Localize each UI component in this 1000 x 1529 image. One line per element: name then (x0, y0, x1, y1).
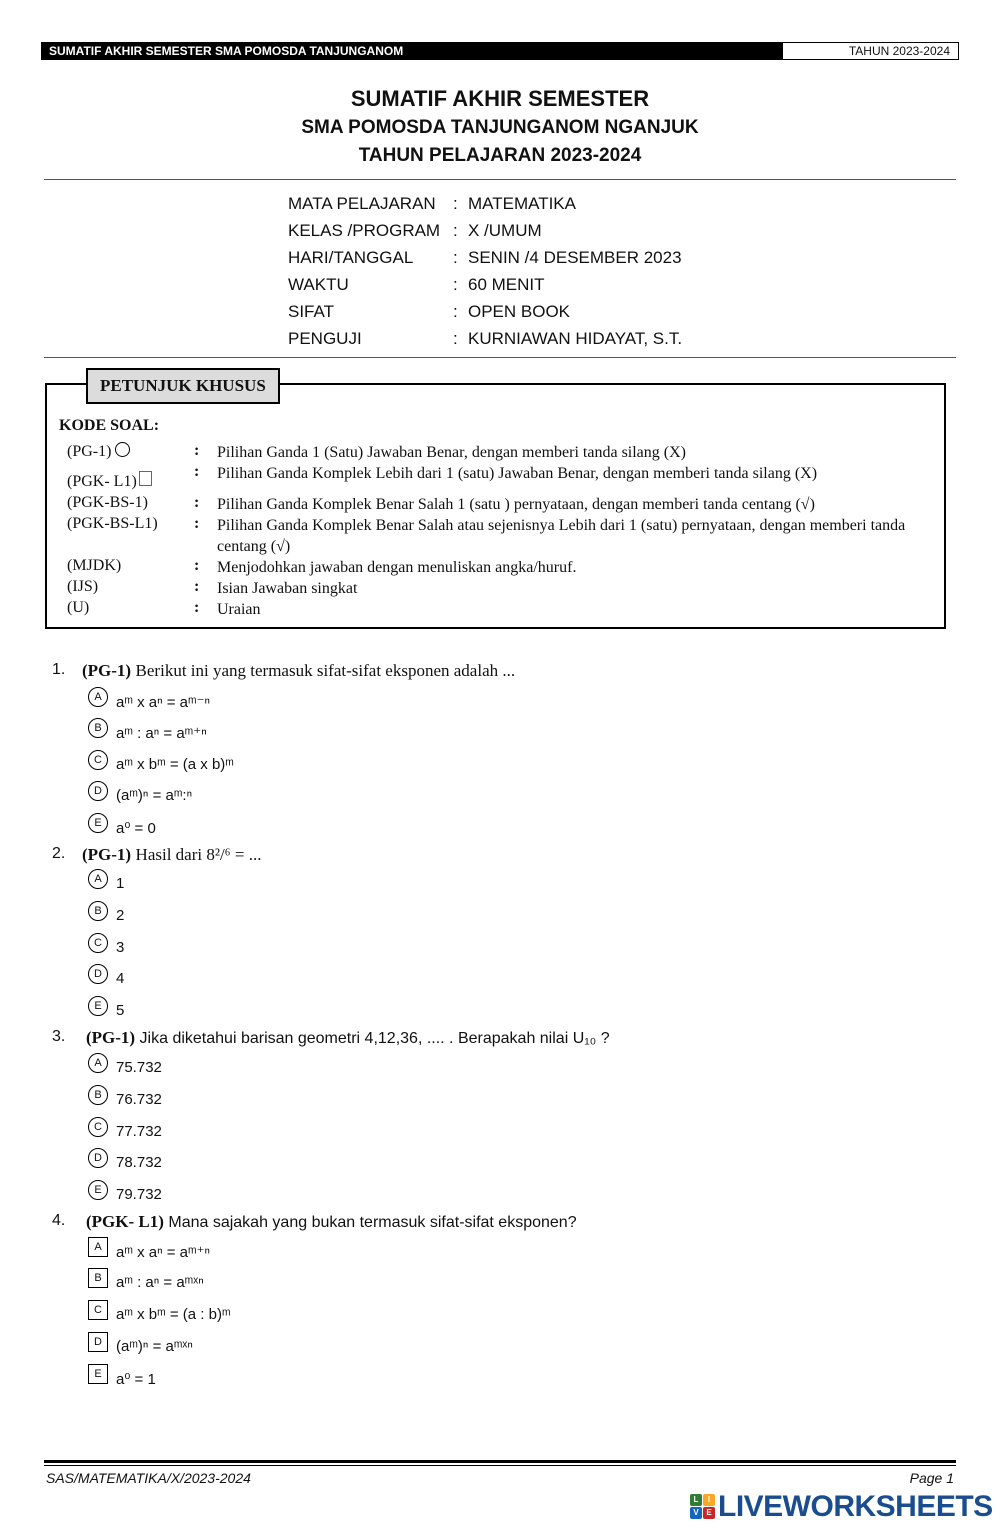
kode-soal-title: KODE SOAL: (59, 417, 160, 434)
kode-desc: Pilihan Ganda Komplek Lebih dari 1 (satu) Jawaban Benar, dengan memberi tanda silang (X) (217, 465, 818, 482)
info-value: SENIN /4 DESEMBER 2023 (468, 248, 682, 267)
info-label: MATA PELAJARAN (288, 194, 436, 213)
info-value: MATEMATIKA (468, 194, 576, 213)
kode-desc: Pilihan Ganda Komplek Benar Salah 1 (satu ) pernyataan, dengan memberi tanda centang (√) (217, 496, 815, 513)
question-number: 2. (52, 845, 66, 862)
option-marker[interactable]: D (88, 1148, 108, 1168)
question-text: (PG-1) Berikut ini yang termasuk sifat-sifat eksponen adalah ... (82, 661, 516, 680)
info-colon: : (453, 248, 458, 267)
option-text: 75.732 (116, 1059, 162, 1076)
option-marker[interactable]: C (88, 1117, 108, 1137)
option-marker[interactable]: B (88, 718, 108, 738)
kode-code: (PGK- L1) (67, 471, 152, 491)
info-colon: : (453, 194, 458, 213)
kode-desc: Uraian (217, 601, 261, 618)
option-marker[interactable]: A (88, 687, 108, 707)
question-number: 4. (52, 1212, 66, 1229)
document-header (41, 42, 959, 60)
kode-desc: Pilihan Ganda Komplek Benar Salah atau sejenisnya Lebih dari 1 (satu) pernyataan, dengan memberi tanda centang (√) (217, 517, 906, 555)
option-marker[interactable]: B (88, 901, 108, 921)
kode-colon: : (194, 494, 200, 511)
option-marker[interactable]: A (88, 1053, 108, 1073)
footer-rule (44, 1460, 956, 1463)
option-text: 76.732 (116, 1091, 162, 1108)
question-text: (PG-1) Hasil dari 8²/⁶ = ... (82, 845, 262, 864)
header-school-title: SUMATIF AKHIR SEMESTER SMA POMOSDA TANJUNGANOM (41, 42, 782, 60)
option-checkbox[interactable]: E (88, 1364, 108, 1384)
option-text: (aᵐ)ⁿ = aᵐ:ⁿ (116, 787, 193, 804)
question-number: 3. (52, 1028, 66, 1045)
info-colon: : (453, 221, 458, 240)
info-colon: : (453, 275, 458, 294)
kode-code: (MJDK) (67, 557, 122, 574)
info-row-examiner (288, 325, 888, 352)
info-row-nature (288, 298, 888, 325)
kode-colon: : (194, 557, 200, 574)
kode-desc: Pilihan Ganda 1 (Satu) Jawaban Benar, dengan memberi tanda silang (X) (217, 444, 686, 461)
kode-desc: Isian Jawaban singkat (217, 580, 358, 597)
footer-doc-code: SAS/MATEMATIKA/X/2023-2024 (46, 1470, 251, 1486)
info-label: KELAS /PROGRAM (288, 221, 441, 240)
kode-colon: : (194, 442, 200, 459)
kode-desc: Menjodohkan jawaban dengan menuliskan angka/huruf. (217, 559, 577, 576)
info-colon: : (453, 302, 458, 321)
kode-colon: : (194, 463, 200, 480)
circle-icon (115, 442, 130, 457)
option-checkbox[interactable]: B (88, 1268, 108, 1288)
option-text: aᵐ x aⁿ = aᵐ⁻ⁿ (116, 694, 210, 711)
kode-code: (PGK-BS-1) (67, 494, 148, 511)
kode-code: (PG-1) (67, 442, 130, 461)
page-number: Page 1 (909, 1470, 954, 1486)
info-value: 60 MENIT (468, 275, 545, 294)
kode-colon: : (194, 515, 200, 532)
option-marker[interactable]: D (88, 964, 108, 984)
info-label: HARI/TANGGAL (288, 248, 414, 267)
option-checkbox[interactable]: D (88, 1332, 108, 1352)
kode-colon: : (194, 578, 200, 595)
exam-info (288, 190, 888, 352)
info-label: SIFAT (288, 302, 334, 321)
option-text: 77.732 (116, 1123, 162, 1140)
option-text: 5 (116, 1002, 125, 1019)
kode-code: (PGK-BS-L1) (67, 515, 158, 532)
divider (44, 179, 956, 180)
option-text: aᵐ x bᵐ = (a : b)ᵐ (116, 1306, 231, 1323)
option-text: aᵐ : aⁿ = aᵐˣⁿ (116, 1274, 204, 1291)
option-text: 78.732 (116, 1154, 162, 1171)
question-number: 1. (52, 661, 66, 678)
info-row-class (288, 217, 888, 244)
instructions-title: PETUNJUK KHUSUS (86, 368, 280, 404)
kode-code: (IJS) (67, 578, 99, 595)
academic-year: TAHUN PELAJARAN 2023-2024 (358, 145, 642, 166)
page-title: SUMATIF AKHIR SEMESTER (350, 86, 650, 111)
info-label: WAKTU (288, 275, 349, 294)
kode-colon: : (194, 599, 200, 616)
info-value: X /UMUM (468, 221, 542, 240)
brand-name: LIVEWORKSHEETS (718, 1490, 993, 1523)
option-checkbox[interactable]: A (88, 1237, 108, 1257)
option-marker[interactable]: C (88, 750, 108, 770)
info-colon: : (453, 329, 458, 348)
question-text: (PG-1) Jika diketahui barisan geometri 4,12,36, .... . Berapakah nilai U₁₀ ? (86, 1028, 610, 1047)
option-marker[interactable]: C (88, 933, 108, 953)
option-text: a⁰ = 0 (116, 820, 156, 837)
info-row-date (288, 244, 888, 271)
option-marker[interactable]: E (88, 1180, 108, 1200)
school-name: SMA POMOSDA TANJUNGANOM NGANJUK (301, 117, 699, 138)
option-text: a⁰ = 1 (116, 1371, 156, 1388)
option-text: aᵐ x aⁿ = aᵐ⁺ⁿ (116, 1244, 210, 1261)
liveworksheets-brand[interactable] (690, 1490, 993, 1524)
info-row-time (288, 271, 888, 298)
option-text: 4 (116, 970, 125, 987)
option-text: (aᵐ)ⁿ = aᵐˣⁿ (116, 1338, 193, 1355)
question-text: (PGK- L1) Mana sajakah yang bukan termasuk sifat-sifat eksponen? (86, 1212, 577, 1231)
option-marker[interactable]: A (88, 869, 108, 889)
divider (44, 357, 956, 358)
info-value: KURNIAWAN HIDAYAT, S.T. (468, 329, 683, 348)
option-text: 1 (116, 875, 125, 892)
option-text: aᵐ : aⁿ = aᵐ⁺ⁿ (116, 725, 207, 742)
info-label: PENGUJI (288, 329, 362, 348)
option-checkbox[interactable]: C (88, 1300, 108, 1320)
option-marker[interactable]: E (88, 996, 108, 1016)
option-marker[interactable]: B (88, 1085, 108, 1105)
kode-code: (U) (67, 599, 90, 616)
footer-rule-thin (44, 1465, 956, 1466)
option-text: aᵐ x bᵐ = (a x b)ᵐ (116, 756, 234, 773)
option-marker[interactable]: D (88, 781, 108, 801)
info-row-subject (288, 190, 888, 217)
info-value: OPEN BOOK (468, 302, 571, 321)
option-text: 3 (116, 939, 125, 956)
square-icon (139, 471, 152, 486)
liveworksheets-logo-icon: L I V E (690, 1494, 716, 1520)
option-marker[interactable]: E (88, 813, 108, 833)
option-text: 2 (116, 907, 125, 924)
header-year: TAHUN 2023-2024 (782, 42, 959, 60)
option-text: 79.732 (116, 1186, 162, 1203)
